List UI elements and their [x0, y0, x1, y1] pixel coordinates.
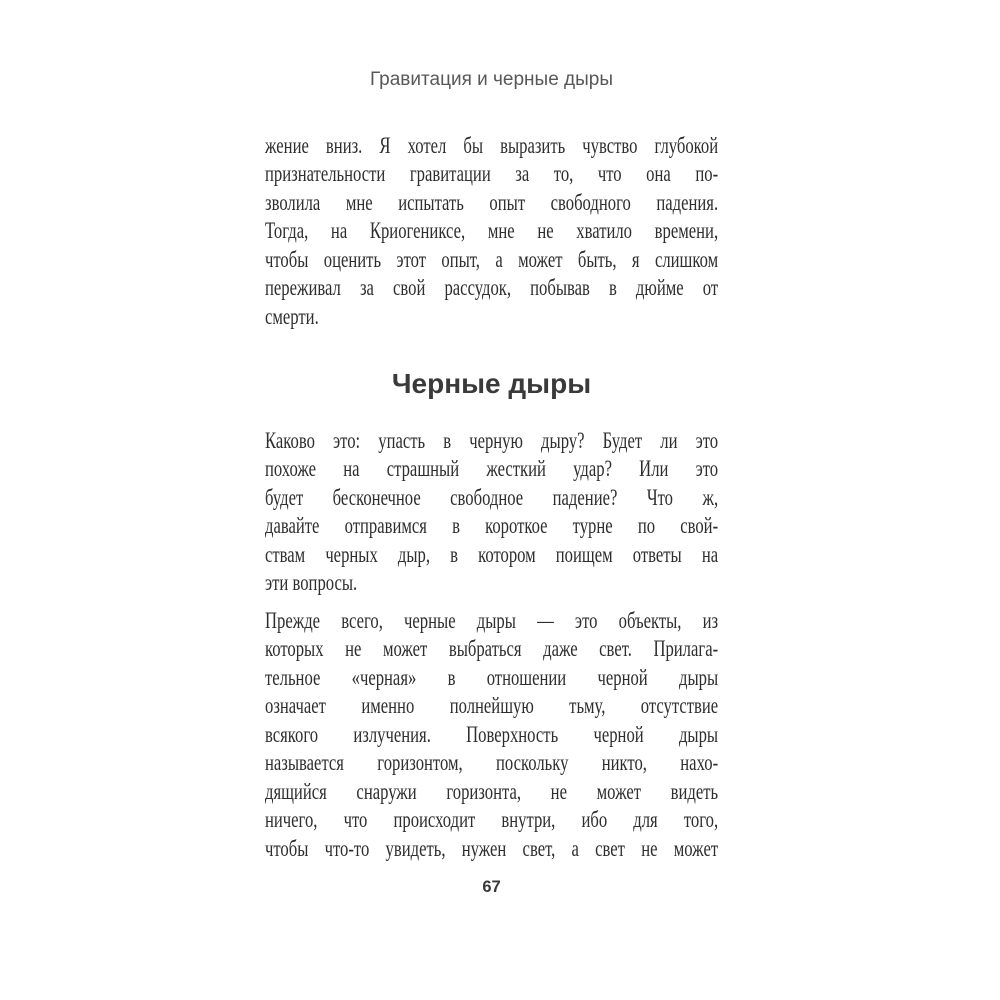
body-line: называется горизонтом, поскольку никто, нахо- [265, 750, 719, 777]
body-line: похоже на страшный жесткий удар? Или это [265, 456, 719, 483]
paragraph-definition [265, 607, 718, 863]
section-heading: Черные дыры [391, 368, 592, 399]
body-line: означает именно полнейшую тьму, отсутствие [265, 693, 719, 720]
body-line: зволила мне испытать опыт свободного падения. [265, 189, 719, 216]
running-header: Гравитация и черные дыры [369, 69, 614, 90]
body-line: всякого излучения. Поверхность черной дыры [265, 721, 719, 748]
body-line: чтобы что-то увидеть, нужен свет, а свет не может [265, 835, 719, 862]
body-line: эти вопросы. [265, 570, 358, 597]
body-line: переживал за свой рассудок, побывав в дюйме от [265, 275, 719, 302]
body-line: ничего, что происходит внутри, ибо для того, [265, 807, 719, 834]
body-line: Прежде всего, черные дыры — это объекты, из [265, 608, 719, 634]
body-line: Тогда, на Криогениксе, мне не хватило времени, [265, 218, 719, 245]
body-line: смерти. [265, 303, 319, 330]
body-line: жение вниз. Я хотел бы выразить чувство глубокой [265, 133, 719, 159]
paragraph-continuation [265, 132, 718, 331]
body-line: которых не может выбраться даже свет. Прилага- [265, 636, 719, 663]
paragraph-questions [265, 427, 718, 598]
body-line: давайте отправимся в короткое турне по свой- [265, 513, 719, 540]
body-line: ствам черных дыр, в котором поищем ответы на [265, 541, 719, 568]
page-number: 67 [482, 878, 501, 896]
body-line: тельное «черная» в отношении черной дыры [265, 664, 719, 691]
body-line: дящийся снаружи горизонта, не может видеть [265, 778, 719, 805]
body-line: Каково это: упасть в черную дыру? Будет ли это [265, 428, 719, 454]
body-line: признательности гравитации за то, что она по- [265, 161, 719, 188]
body-line: чтобы оценить этот опыт, а может быть, я слишком [265, 246, 719, 273]
body-line: будет бесконечное свободное падение? Что ж, [265, 484, 719, 511]
